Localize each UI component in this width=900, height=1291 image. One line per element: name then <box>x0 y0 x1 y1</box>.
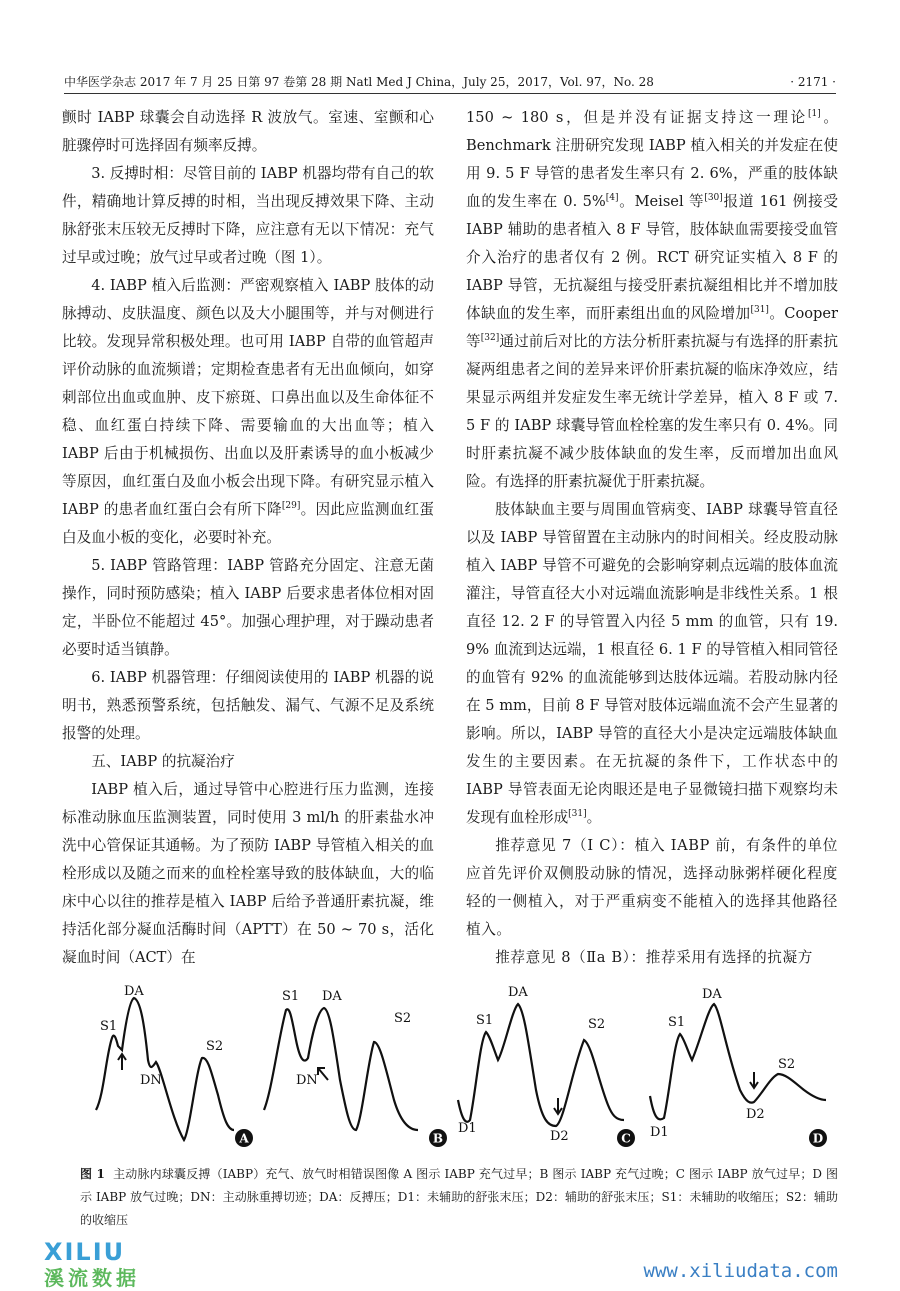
label-da: DA <box>702 987 722 1002</box>
citation[interactable]: [29] <box>281 501 301 511</box>
header-rule <box>64 93 836 94</box>
text-run: 150 ~ 180 s，但是并没有证据支持这一理论 <box>466 109 808 126</box>
journal-citation: 中华医学杂志 2017 年 7 月 25 日第 97 卷第 28 期 Natl Med J China，July 25，2017，Vol. 97，No. 28 <box>64 75 654 89</box>
waveform-b <box>264 1008 418 1130</box>
label-d1: D1 <box>650 1125 669 1140</box>
label-s2: S2 <box>588 1017 606 1032</box>
arrow-down-icon <box>554 1098 562 1114</box>
logo-latin: XILIU <box>44 1238 126 1266</box>
section-heading: 五、IABP 的抗凝治疗 <box>91 753 235 770</box>
website-link[interactable]: www.xiliudata.com <box>643 1260 838 1282</box>
right-column <box>466 104 838 972</box>
publisher-logo <box>44 1238 184 1290</box>
panel-a <box>96 984 253 1147</box>
text-run: 肢体缺血主要与周围血管病变、IABP 球囊导管直径以及 IABP 导管留置在主动脉内的时间相关。经皮股动脉植入 IABP 导管不可避免的会影响穿刺点远端的肢体血流灌注，导管直径大小对远端血流影响是非线性关系。1 根直径 12. 2 F 的导管置入内径 5 mm 的血管，只有 19. 9% 血流到达远端，1 根直径 6. 1 F 的导管植入相同管径的血管有 92% 的血流能够到达肢体远端。若股动脉内径在 5 mm，目前 8 F 导管对肢体远端血流不会产生显著的影响。所以，IABP 导管的直径大小是决定远端肢体缺血发生的主要因素。在无抗凝的条件下，工作状态中的 IABP 导管表面无论肉眼还是电子显微镜扫描下观察均未发现有血栓形成 <box>466 501 838 826</box>
citation[interactable]: [32] <box>480 333 500 343</box>
text-run: 。Cooper 等 <box>466 305 838 350</box>
panel-letter-d: D <box>812 1131 824 1146</box>
paragraph <box>466 104 838 496</box>
label-da: DA <box>322 989 342 1004</box>
citation[interactable]: [31] <box>568 809 587 819</box>
running-header <box>64 72 836 92</box>
arrow-up-icon <box>118 1054 126 1070</box>
label-d1: D1 <box>458 1121 477 1136</box>
panel-d <box>650 987 827 1147</box>
citation[interactable]: [31] <box>750 305 769 315</box>
citation[interactable]: [4] <box>605 193 619 203</box>
text-run: 报道 161 例接受 IABP 辅助的患者植入 8 F 导管，肢体缺血需要接受血管介入治疗的患者仅有 2 例。RCT 研究证实植入 8 F 的 IABP 导管，无抗凝组与接受肝素抗凝组相比并不增加肢体缺血的发生率，而肝素组出血的风险增加 <box>466 193 839 322</box>
label-dn: DN <box>296 1073 318 1088</box>
arrow-down-icon <box>750 1072 758 1088</box>
arrow-diagonal-icon <box>318 1068 328 1080</box>
caption-label: 图 1 <box>80 1167 105 1181</box>
paragraph <box>466 496 838 832</box>
recommendation-7: 推荐意见 7（Ⅰ C）：植入 IABP 前，有条件的单位应首先评价双侧股动脉的情况，选择动脉粥样硬化程度轻的一侧植入，对于严重病变不能植入的选择其他路径植入。 <box>466 837 838 938</box>
text-run: 通过前后对比的方法分析肝素抗凝与有选择的肝素抗凝两组患者之间的差异来评价肝素抗凝的临床净效应，结果显示两组并发症发生率无统计学差异，植入 8 F 或 7. 5 F 的 IABP 球囊导管血栓栓塞的发生率只有 0. 4%。同时肝素抗凝不减少肢体缺血的发生率，反而增加出血风险。有选择的肝素抗凝优于肝素抗凝。 <box>466 333 838 490</box>
waveform-svg <box>78 980 838 1155</box>
label-s2: S2 <box>778 1057 796 1072</box>
label-s1: S1 <box>100 1019 118 1034</box>
label-s1: S1 <box>476 1013 494 1028</box>
paragraph: 颤时 IABP 球囊会自动选择 R 波放气。室速、室颤和心脏骤停时可选择固有频率反搏。 <box>62 109 434 154</box>
text-run: 。 <box>586 809 602 826</box>
label-d2: D2 <box>550 1129 569 1144</box>
caption-text: 主动脉内球囊反搏（IABP）充气、放气时相错误图像 A 图示 IABP 充气过早；B 图示 IABP 充气过晚；C 图示 IABP 放气过早；D 图示 IABP 放气过晚；DN：主动脉重搏切迹；DA：反搏压；D1：未辅助的舒张末压；D2：辅助的舒张末压；S1：未辅助的收缩压；S2：辅助的收缩压 <box>80 1167 838 1227</box>
panel-letter-b: B <box>432 1131 444 1146</box>
panel-letter-c: C <box>621 1131 631 1146</box>
label-s2: S2 <box>394 1011 412 1026</box>
citation[interactable]: [30] <box>704 193 723 203</box>
label-s2: S2 <box>206 1039 224 1054</box>
panel-c <box>458 985 635 1147</box>
recommendation-8: 推荐意见 8（Ⅱa B）：推荐采用有选择的抗凝方 <box>495 949 813 966</box>
panel-b <box>264 989 447 1147</box>
paragraph: 5. IABP 管路管理：IABP 管路充分固定、注意无菌操作，同时预防感染；植入 IABP 后要求患者体位相对固定，半卧位不能超过 45°。加强心理护理，对于躁动患者必要时适当镇静。 <box>62 557 434 658</box>
text-run: 。Benchmark 注册研究发现 IABP 植入相关的并发症在使用 9. 5 F 导管的患者发生率只有 2. 6%，严重的肢体缺血的发生率在 0. 5% <box>466 109 838 210</box>
label-d2: D2 <box>746 1107 765 1122</box>
paragraph: IABP 植入后，通过导管中心腔进行压力监测，连接标准动脉血压监测装置，同时使用 3 ml/h 的肝素盐水冲洗中心管保证其通畅。为了预防 IABP 导管植入相关的血栓形成以及随之而来的血栓栓塞导致的肢体缺血，大的临床中心以往的推荐是植入 IABP 后给予普通肝素抗凝，维持活化部分凝血活酶时间（APTT）在 50 ~ 70 s，活化凝血时间（ACT）在 <box>62 781 434 966</box>
page-number: · 2171 · <box>790 75 836 89</box>
label-s1: S1 <box>282 989 300 1004</box>
label-da: DA <box>124 984 144 999</box>
figure-caption <box>80 1163 838 1232</box>
logo-chinese: 溪流数据 <box>44 1266 140 1290</box>
text-run: 。Meisel 等 <box>618 193 705 210</box>
paragraph <box>62 272 434 552</box>
paragraph: 3. 反搏时相：尽管目前的 IABP 机器均带有自己的软件，精确地计算反搏的时相，当出现反搏效果下降、主动脉舒张末压较无反搏时下降，应注意有无以下情况：充气过早或过晚；放气过早或者过晚（图 1）。 <box>62 165 434 266</box>
text-run: 。因此应监测血红蛋白及血小板的变化，必要时补充。 <box>62 501 434 546</box>
citation[interactable]: [1] <box>807 109 821 119</box>
left-column <box>62 104 434 972</box>
panel-letter-a: A <box>239 1131 249 1146</box>
text-run: 4. IABP 植入后监测：严密观察植入 IABP 肢体的动脉搏动、皮肤温度、颜色以及大小腿围等，并与对侧进行比较。发现异常积极处理。也可用 IABP 自带的血管超声评价动脉的血流频谱；定期检查患者有无出血倾向，如穿刺部位出血或血肿、皮下瘀斑、口鼻出血以及生命体征不稳、血红蛋白持续下降、需要输血的大出血等；植入 IABP 后由于机械损伤、出血以及肝素诱导的血小板减少等原因，血红蛋白及血小板会出现下降。有研究显示植入 IABP 的患者血红蛋白会有所下降 <box>62 277 434 518</box>
label-da: DA <box>508 985 528 1000</box>
paragraph: 6. IABP 机器管理：仔细阅读使用的 IABP 机器的说明书，熟悉预警系统，包括触发、漏气、气源不足及系统报警的处理。 <box>62 669 434 742</box>
label-dn: DN <box>140 1073 162 1088</box>
label-s1: S1 <box>668 1015 686 1030</box>
figure-1-waveforms <box>78 980 838 1155</box>
